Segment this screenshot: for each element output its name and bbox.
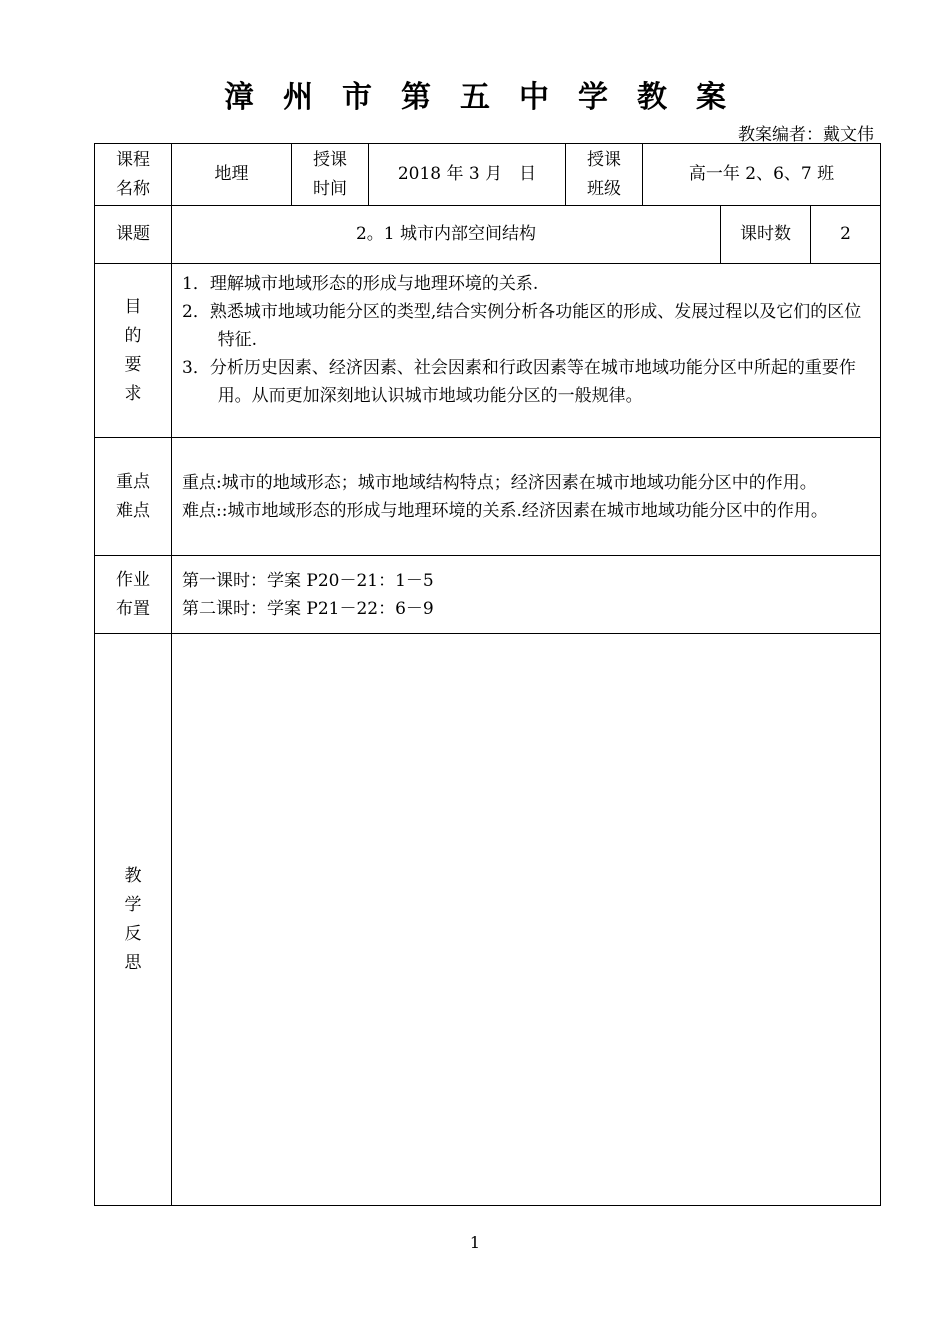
course-name-value: 地理 [172,144,292,206]
key-points-row [95,438,881,556]
homework-row [95,556,881,634]
reflection-label: 教 学 反 思 [95,634,172,1206]
class-label: 授课 班级 [566,144,643,206]
hours-label: 课时数 [721,206,811,264]
reflection-row [95,634,881,1206]
homework-item: 第一课时：学案 P20－21：1－5 [182,570,434,591]
class-value: 高一年 2、6、7 班 [643,144,881,206]
key-points-content [172,438,881,556]
reflection-content[interactable] [172,634,881,1206]
topic-label: 课题 [95,206,172,264]
page-number: 1 [469,1233,481,1252]
goal-item: 2．熟悉城市地域功能分区的类型,结合实例分析各功能区的形成、发展过程以及它们的区位特征. [182,302,862,350]
info-row [95,144,881,206]
homework-label: 作业 布置 [95,556,172,634]
document-title: 漳州市第五中学教案 [224,80,755,115]
hours-value: 2 [811,206,881,264]
time-value: 2018 年 3 月 日 [369,144,566,206]
goals-row [95,264,881,438]
goal-item: 1．理解城市地域形态的形成与地理环境的关系. [182,274,539,294]
author-line: 教案编者：戴文伟 [738,125,874,145]
key-points-label: 重点 难点 [95,438,172,556]
time-label: 授课 时间 [292,144,369,206]
goals-label: 目 的 要 求 [95,264,172,438]
key-point: 重点:城市的地域形态；城市地域结构特点；经济因素在城市地域功能分区中的作用。 [182,472,817,493]
course-name-label: 课程 名称 [95,144,172,206]
topic-row [95,206,881,264]
lesson-plan-table [94,143,881,1206]
goals-content [172,264,881,438]
difficult-point: 难点::城市地域形态的形成与地理环境的关系.经济因素在城市地域功能分区中的作用。 [182,500,828,521]
homework-content [172,556,881,634]
goal-item: 3．分析历史因素、经济因素、社会因素和行政因素等在城市地域功能分区中所起的重要作用。从而更加深刻地认识城市地域功能分区的一般规律。 [182,358,856,406]
topic-value: 2。1 城市内部空间结构 [172,206,721,264]
homework-item: 第二课时：学案 P21－22：6－9 [182,598,434,619]
